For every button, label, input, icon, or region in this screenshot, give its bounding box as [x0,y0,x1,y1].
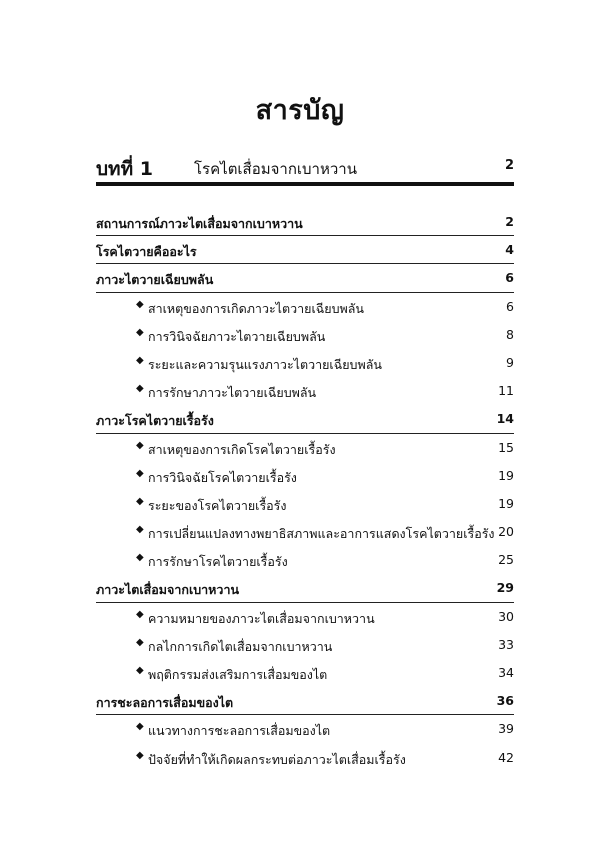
toc-page-number: 19 [498,495,514,511]
diamond-bullet-icon: ◆ [136,467,144,479]
diamond-bullet-icon: ◆ [136,354,144,366]
toc-subentry [96,490,514,518]
toc-entry-title: การวินิจฉัยภาวะไตวายเฉียบพลัน [148,328,326,344]
toc-page-number: 36 [496,693,514,709]
toc-page-number: 11 [498,383,514,399]
toc-page-number: 6 [506,298,514,314]
toc-page-number: 42 [498,749,514,765]
toc-entry-title: กลไกการเกิดไตเสื่อมจากเบาหวาน [148,638,333,654]
page-title: สารบัญ [255,95,345,126]
toc-subentry [96,518,514,546]
toc-entry-title: ความหมายของภาวะไตเสื่อมจากเบาหวาน [148,610,375,626]
toc-entry-title: ภาวะไตวายเฉียบพลัน [96,272,214,288]
toc-page-number: 4 [505,242,514,258]
toc-page-number: 34 [498,665,514,680]
toc-page-number: 33 [498,636,514,652]
toc-section-entry [96,405,514,433]
toc-section-entry [96,264,514,292]
toc-subentry [96,462,514,490]
toc-subentry [96,659,514,687]
toc-page-number: 2 [505,214,514,229]
toc-page-number: 30 [498,608,514,624]
chapter-label: บทที่ 1 [96,158,153,180]
toc-entry-title: ภาวะโรคไตวายเรื้อรัง [96,413,214,429]
toc-subentry [96,715,514,743]
toc-entry-title: ระยะของโรคไตวายเรื้อรัง [148,497,287,513]
toc-page-number: 6 [505,270,514,286]
toc-subentry [96,603,514,631]
toc-entry-title: การชะลอการเสื่อมของไต [96,695,234,711]
toc-subentry [96,744,514,772]
diamond-bullet-icon: ◆ [136,326,144,338]
chapter-name: โรคไตเสื่อมจากเบาหวาน [194,160,357,178]
toc-section-entry [96,687,514,715]
toc-subentry [96,377,514,405]
toc-page-number: 25 [498,552,514,568]
toc-page-number: 29 [496,580,514,596]
toc-page-number: 19 [498,467,514,483]
toc-entry-title: พฤติกรรมส่งเสริมการเสื่อมของไต [148,667,328,682]
diamond-bullet-icon: ◆ [136,439,144,451]
toc-section-entry [96,208,514,236]
toc-entry-title: ภาวะไตเสื่อมจากเบาหวาน [96,582,240,598]
toc-entry-title: โรคไตวายคืออะไร [96,244,197,260]
toc-page-number: 15 [498,439,514,455]
toc-entry-title: แนวทางการชะลอการเสื่อมของไต [148,723,331,739]
toc-subentry [96,293,514,321]
toc-page-number: 9 [506,354,514,370]
diamond-bullet-icon: ◆ [136,636,144,648]
diamond-bullet-icon: ◆ [136,721,144,733]
toc-subentry [96,349,514,377]
toc-page-number: 20 [498,524,514,540]
toc-page-number: 8 [506,326,514,342]
chapter-divider [96,182,514,186]
table-of-contents [96,208,514,772]
diamond-bullet-icon: ◆ [136,665,144,676]
toc-page-number: 39 [498,721,514,737]
toc-subentry [96,321,514,349]
toc-entry-title: สาเหตุของการเกิดภาวะไตวายเฉียบพลัน [148,300,364,316]
toc-entry-title: ปัจจัยที่ทำให้เกิดผลกระทบต่อภาวะไตเสื่อมเรื้อรัง [148,751,406,767]
diamond-bullet-icon: ◆ [136,749,144,761]
toc-entry-title: การรักษาภาวะไตวายเฉียบพลัน [148,385,317,401]
toc-subentry [96,434,514,462]
chapter-page-number: 2 [504,158,514,173]
diamond-bullet-icon: ◆ [136,608,144,620]
diamond-bullet-icon: ◆ [136,524,144,536]
diamond-bullet-icon: ◆ [136,552,144,564]
chapter-heading [96,154,514,180]
toc-section-entry [96,236,514,264]
toc-entry-title: การเปลี่ยนแปลงทางพยาธิสภาพและอาการแสดงโรคไตวายเรื้อรัง [148,526,495,542]
diamond-bullet-icon: ◆ [136,383,144,395]
diamond-bullet-icon: ◆ [136,495,144,507]
toc-section-entry [96,574,514,602]
toc-entry-title: สาเหตุของการเกิดโรคไตวายเรื้อรัง [148,441,336,457]
toc-entry-title: การวินิจฉัยโรคไตวายเรื้อรัง [148,469,297,485]
toc-entry-title: ระยะและความรุนแรงภาวะไตวายเฉียบพลัน [148,356,382,372]
toc-page-number: 14 [496,411,514,427]
diamond-bullet-icon: ◆ [136,298,144,310]
toc-subentry [96,546,514,574]
toc-subentry [96,631,514,659]
toc-entry-title: การรักษาโรคไตวายเรื้อรัง [148,554,288,570]
toc-entry-title: สถานการณ์ภาวะไตเสื่อมจากเบาหวาน [96,216,303,231]
